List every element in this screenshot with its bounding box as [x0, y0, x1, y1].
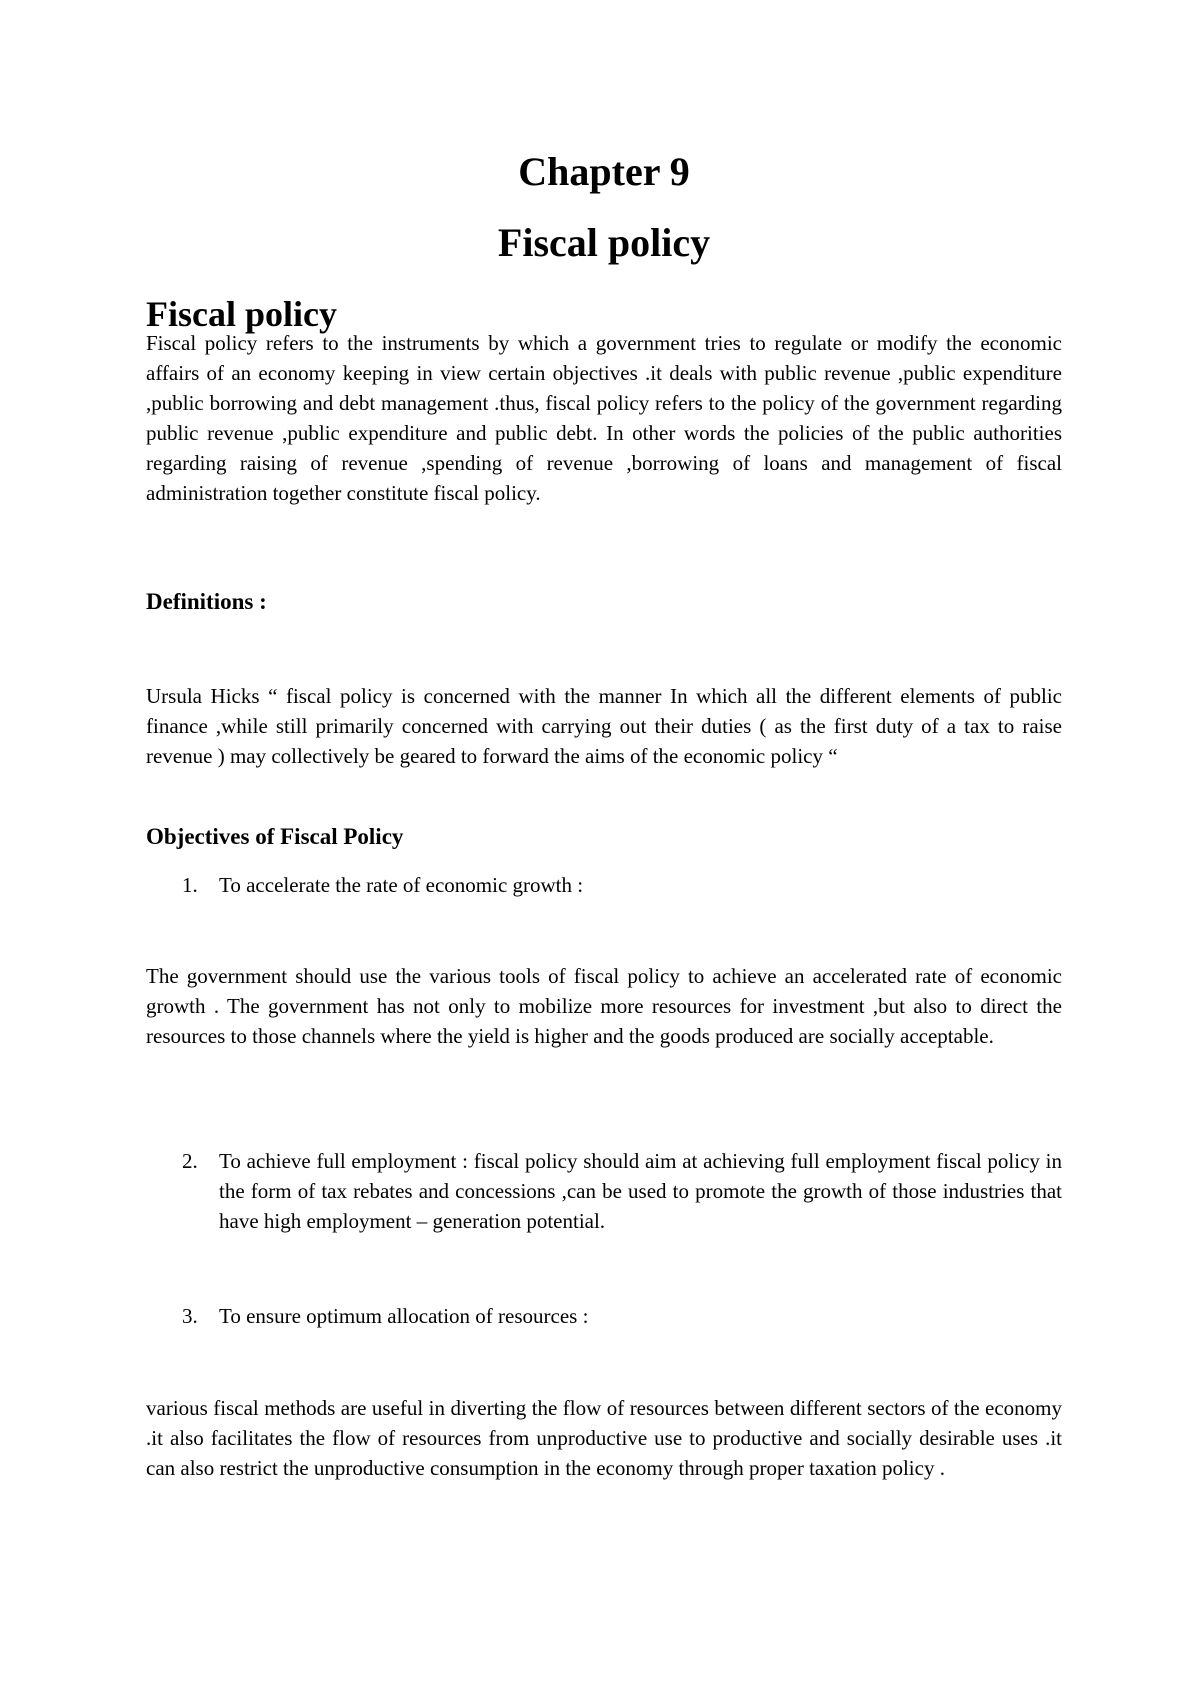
objective-text: To ensure optimum allocation of resources :	[219, 1304, 589, 1328]
objective-text: To achieve full employment : fiscal policy should aim at achieving full employment fiscal policy in the form of tax rebates and concessions ,can be used to promote the growth of those industries that have high employment – generation potential.	[219, 1149, 1062, 1233]
chapter-subtitle: Fiscal policy	[497, 220, 711, 265]
allocation-paragraph: various fiscal methods are useful in diverting the flow of resources between different sectors of the economy .it also facilitates the flow of resources from unproductive use to productive and socially desirable uses .it can also restrict the unproductive consumption in the economy through proper taxation policy .	[146, 1396, 1062, 1480]
definitions-heading: Definitions :	[146, 589, 267, 614]
intro-paragraph: Fiscal policy refers to the instruments by which a government tries to regulate or modify the economic affairs of an economy keeping in view certain objectives .it deals with public revenue ,public expenditure ,public borrowing and debt management .thus, fiscal policy refers to the policy of the government regarding public revenue ,public expenditure and public debt. In other words the policies of the public authorities regarding raising of revenue ,spending of revenue ,borrowing of loans and management of fiscal administration together constitute fiscal policy.	[146, 331, 1062, 505]
objectives-heading: Objectives of Fiscal Policy	[146, 824, 404, 849]
objective-text: To accelerate the rate of economic growth :	[219, 873, 584, 897]
chapter-title: Chapter 9	[518, 149, 690, 194]
objective-number: 1.	[182, 873, 198, 897]
section-heading: Fiscal policy	[146, 294, 337, 334]
growth-paragraph: The government should use the various tools of fiscal policy to achieve an accelerated rate of economic growth . The government has not only to mobilize more resources for investment ,but also to direct the resources to those channels where the yield is higher and the goods produced are socially acceptable.	[146, 964, 1062, 1048]
objective-number: 2.	[182, 1149, 198, 1173]
objective-number: 3.	[182, 1304, 198, 1328]
definition-paragraph: Ursula Hicks “ fiscal policy is concerned with the manner In which all the different elements of public finance ,while still primarily concerned with carrying out their duties ( as the first duty of a tax to raise revenue ) may collectively be geared to forward the aims of the economic policy “	[146, 684, 1062, 768]
